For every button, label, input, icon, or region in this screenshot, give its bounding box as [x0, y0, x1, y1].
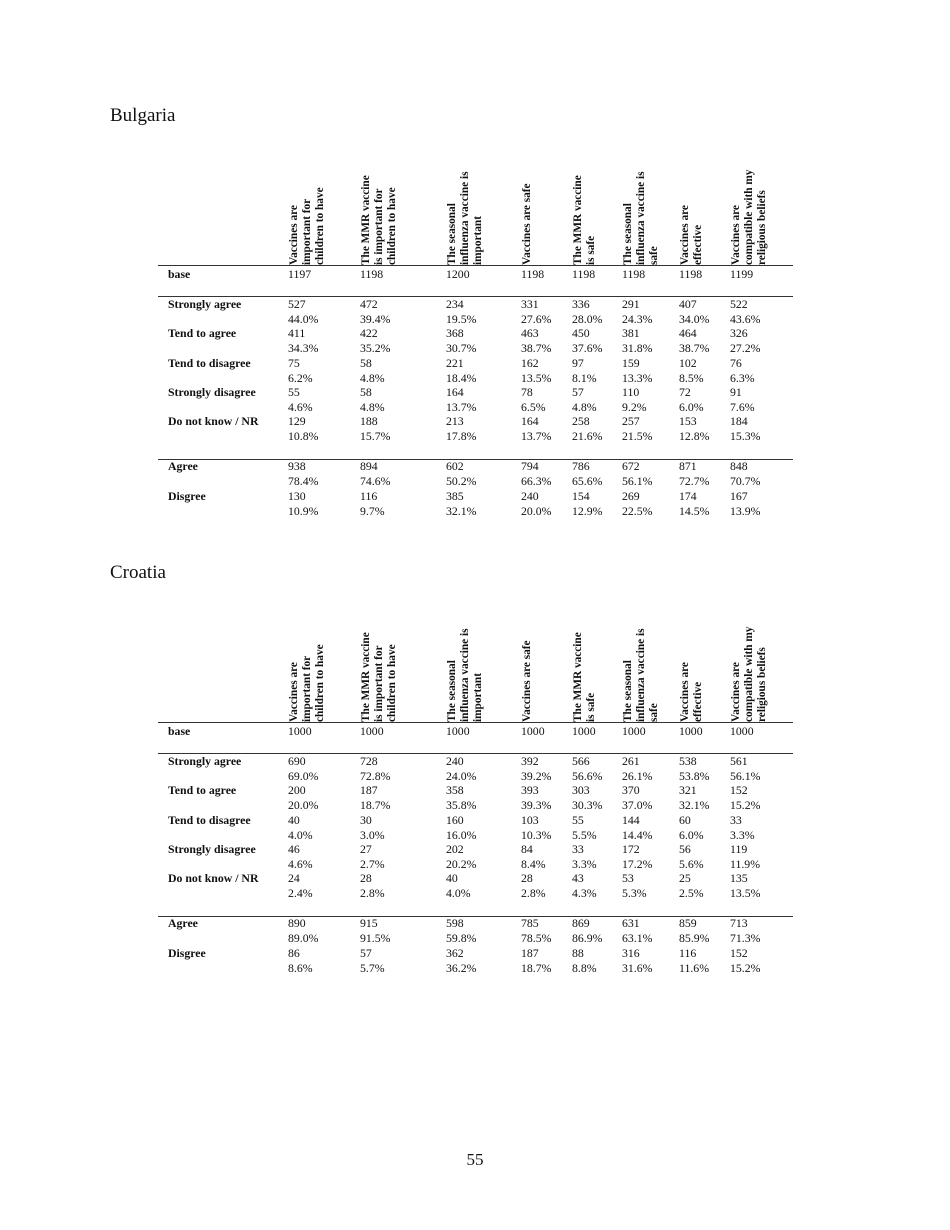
table-cell: 713 71.3% — [730, 916, 761, 945]
table-cell: 1000 — [730, 724, 754, 738]
table-cell: 86 8.6% — [288, 946, 313, 975]
table-cell: 785 78.5% — [521, 916, 552, 945]
table-cell: 794 66.3% — [521, 459, 552, 488]
table-cell: 119 11.9% — [730, 842, 761, 871]
table-cell: 261 26.1% — [622, 754, 653, 783]
table-cell: 786 65.6% — [572, 459, 603, 488]
table-cell: 152 15.2% — [730, 783, 761, 812]
table-cell: 1200 — [446, 267, 470, 281]
row-label: Do not know / NR — [168, 414, 259, 428]
table-cell: 162 13.5% — [521, 356, 552, 385]
table-cell: 598 59.8% — [446, 916, 477, 945]
table-cell: 144 14.4% — [622, 813, 653, 842]
column-header-text: Vaccines are effective — [679, 662, 704, 722]
table-cell: 463 38.7% — [521, 326, 552, 355]
table-cell: 75 6.2% — [288, 356, 313, 385]
table-cell: 1000 — [446, 724, 470, 738]
table-cell: 1000 — [360, 724, 384, 738]
column-header-text: The MMR vaccine is important for children to have — [360, 632, 398, 722]
row-label: Agree — [168, 916, 198, 930]
table-cell: 184 15.3% — [730, 414, 761, 443]
table-cell: 848 70.7% — [730, 459, 761, 488]
table-cell: 464 38.7% — [679, 326, 710, 355]
table-cell: 1000 — [679, 724, 703, 738]
table-cell: 258 21.6% — [572, 414, 603, 443]
table-cell: 368 30.7% — [446, 326, 477, 355]
table-cell: 57 4.8% — [572, 385, 597, 414]
column-header-text: Vaccines are safe — [521, 183, 533, 265]
table-cell: 871 72.7% — [679, 459, 710, 488]
table-cell: 60 6.0% — [679, 813, 704, 842]
table-cell: 153 12.8% — [679, 414, 710, 443]
row-label: Strongly disagree — [168, 842, 256, 856]
table-cell: 1198 — [572, 267, 596, 281]
table-cell: 202 20.2% — [446, 842, 477, 871]
country-table-bulgaria — [0, 105, 950, 545]
table-cell: 213 17.8% — [446, 414, 477, 443]
column-header-text: The seasonal influenza vaccine is important — [446, 628, 484, 722]
row-label: Tend to disagree — [168, 356, 251, 370]
column-header-text: Vaccines are important for children to have — [288, 644, 326, 722]
table-cell: 381 31.8% — [622, 326, 653, 355]
table-cell: 869 86.9% — [572, 916, 603, 945]
table-cell: 172 17.2% — [622, 842, 653, 871]
country-table-croatia — [0, 562, 950, 1002]
table-cell: 1000 — [622, 724, 646, 738]
table-cell: 130 10.9% — [288, 489, 319, 518]
table-cell: 200 20.0% — [288, 783, 319, 812]
table-cell: 72 6.0% — [679, 385, 704, 414]
row-label: Agree — [168, 459, 198, 473]
column-header-text: The seasonal influenza vaccine is safe — [622, 628, 660, 722]
table-cell: 358 35.8% — [446, 783, 477, 812]
table-cell: 58 4.8% — [360, 385, 385, 414]
table-cell: 129 10.8% — [288, 414, 319, 443]
table-cell: 407 34.0% — [679, 297, 710, 326]
table-cell: 187 18.7% — [360, 783, 391, 812]
row-label: Strongly agree — [168, 297, 242, 311]
table-cell: 167 13.9% — [730, 489, 761, 518]
table-cell: 116 9.7% — [360, 489, 385, 518]
table-cell: 1198 — [679, 267, 703, 281]
table-cell: 303 30.3% — [572, 783, 603, 812]
table-cell: 110 9.2% — [622, 385, 647, 414]
table-cell: 97 8.1% — [572, 356, 597, 385]
row-label: Tend to agree — [168, 326, 237, 340]
table-cell: 164 13.7% — [446, 385, 477, 414]
table-cell: 160 16.0% — [446, 813, 477, 842]
table-cell: 102 8.5% — [679, 356, 704, 385]
table-cell: 362 36.2% — [446, 946, 477, 975]
table-cell: 1000 — [288, 724, 312, 738]
table-cell: 55 5.5% — [572, 813, 597, 842]
table-cell: 1000 — [572, 724, 596, 738]
table-cell: 561 56.1% — [730, 754, 761, 783]
table-cell: 336 28.0% — [572, 297, 603, 326]
table-cell: 450 37.6% — [572, 326, 603, 355]
table-cell: 56 5.6% — [679, 842, 704, 871]
table-cell: 527 44.0% — [288, 297, 319, 326]
table-cell: 522 43.6% — [730, 297, 761, 326]
table-cell: 43 4.3% — [572, 871, 597, 900]
table-cell: 321 32.1% — [679, 783, 710, 812]
table-cell: 88 8.8% — [572, 946, 597, 975]
table-cell: 187 18.7% — [521, 946, 552, 975]
row-label: Tend to disagree — [168, 813, 251, 827]
table-rule — [158, 265, 793, 266]
table-cell: 33 3.3% — [572, 842, 597, 871]
column-header-text: Vaccines are important for children to have — [288, 187, 326, 265]
column-header-text: The MMR vaccine is safe — [572, 632, 597, 722]
column-header-text: Vaccines are compatible with my religious beliefs — [730, 169, 768, 265]
table-cell: 291 24.3% — [622, 297, 653, 326]
table-cell: 1198 — [360, 267, 384, 281]
table-cell: 392 39.2% — [521, 754, 552, 783]
column-header-text: The seasonal influenza vaccine is safe — [622, 171, 660, 265]
column-header-text: Vaccines are effective — [679, 205, 704, 265]
table-cell: 33 3.3% — [730, 813, 755, 842]
table-rule — [158, 722, 793, 723]
table-cell: 915 91.5% — [360, 916, 391, 945]
table-cell: 890 89.0% — [288, 916, 319, 945]
table-cell: 690 69.0% — [288, 754, 319, 783]
table-cell: 1198 — [622, 267, 646, 281]
row-label: base — [168, 724, 191, 738]
table-cell: 78 6.5% — [521, 385, 546, 414]
table-cell: 28 2.8% — [521, 871, 546, 900]
table-cell: 894 74.6% — [360, 459, 391, 488]
table-cell: 84 8.4% — [521, 842, 546, 871]
table-cell: 27 2.7% — [360, 842, 385, 871]
table-cell: 24 2.4% — [288, 871, 313, 900]
table-cell: 269 22.5% — [622, 489, 653, 518]
table-cell: 46 4.6% — [288, 842, 313, 871]
table-cell: 154 12.9% — [572, 489, 603, 518]
row-label: Strongly agree — [168, 754, 242, 768]
table-cell: 316 31.6% — [622, 946, 653, 975]
table-cell: 331 27.6% — [521, 297, 552, 326]
table-cell: 221 18.4% — [446, 356, 477, 385]
table-cell: 728 72.8% — [360, 754, 391, 783]
column-header-text: The MMR vaccine is safe — [572, 175, 597, 265]
table-cell: 234 19.5% — [446, 297, 477, 326]
table-cell: 1198 — [521, 267, 545, 281]
table-cell: 57 5.7% — [360, 946, 385, 975]
table-cell: 152 15.2% — [730, 946, 761, 975]
table-cell: 1199 — [730, 267, 754, 281]
table-cell: 240 24.0% — [446, 754, 477, 783]
table-cell: 53 5.3% — [622, 871, 647, 900]
table-cell: 411 34.3% — [288, 326, 319, 355]
row-label: Disgree — [168, 489, 206, 503]
table-cell: 257 21.5% — [622, 414, 653, 443]
table-cell: 55 4.6% — [288, 385, 313, 414]
table-cell: 859 85.9% — [679, 916, 710, 945]
table-cell: 938 78.4% — [288, 459, 319, 488]
table-cell: 422 35.2% — [360, 326, 391, 355]
table-cell: 566 56.6% — [572, 754, 603, 783]
row-label: Strongly disagree — [168, 385, 256, 399]
table-cell: 631 63.1% — [622, 916, 653, 945]
table-cell: 25 2.5% — [679, 871, 704, 900]
table-cell: 602 50.2% — [446, 459, 477, 488]
country-heading: Bulgaria — [110, 105, 176, 126]
row-label: Do not know / NR — [168, 871, 259, 885]
table-cell: 174 14.5% — [679, 489, 710, 518]
country-heading: Croatia — [110, 562, 166, 583]
column-header-text: The MMR vaccine is important for children to have — [360, 175, 398, 265]
page-number: 55 — [466, 1150, 484, 1169]
table-cell: 103 10.3% — [521, 813, 552, 842]
row-label: base — [168, 267, 191, 281]
table-cell: 370 37.0% — [622, 783, 653, 812]
table-cell: 393 39.3% — [521, 783, 552, 812]
column-header-text: Vaccines are safe — [521, 640, 533, 722]
table-cell: 58 4.8% — [360, 356, 385, 385]
table-cell: 1000 — [521, 724, 545, 738]
table-cell: 91 7.6% — [730, 385, 755, 414]
row-label: Tend to agree — [168, 783, 237, 797]
table-cell: 76 6.3% — [730, 356, 755, 385]
table-cell: 188 15.7% — [360, 414, 391, 443]
table-cell: 672 56.1% — [622, 459, 653, 488]
table-cell: 159 13.3% — [622, 356, 653, 385]
row-label: Disgree — [168, 946, 206, 960]
table-cell: 40 4.0% — [446, 871, 471, 900]
table-cell: 240 20.0% — [521, 489, 552, 518]
table-cell: 385 32.1% — [446, 489, 477, 518]
table-cell: 30 3.0% — [360, 813, 385, 842]
table-cell: 135 13.5% — [730, 871, 761, 900]
table-cell: 40 4.0% — [288, 813, 313, 842]
table-cell: 116 11.6% — [679, 946, 710, 975]
column-header-text: The seasonal influenza vaccine is important — [446, 171, 484, 265]
table-cell: 164 13.7% — [521, 414, 552, 443]
column-header-text: Vaccines are compatible with my religious beliefs — [730, 626, 768, 722]
table-cell: 472 39.4% — [360, 297, 391, 326]
table-cell: 28 2.8% — [360, 871, 385, 900]
table-cell: 326 27.2% — [730, 326, 761, 355]
table-cell: 1197 — [288, 267, 312, 281]
table-cell: 538 53.8% — [679, 754, 710, 783]
